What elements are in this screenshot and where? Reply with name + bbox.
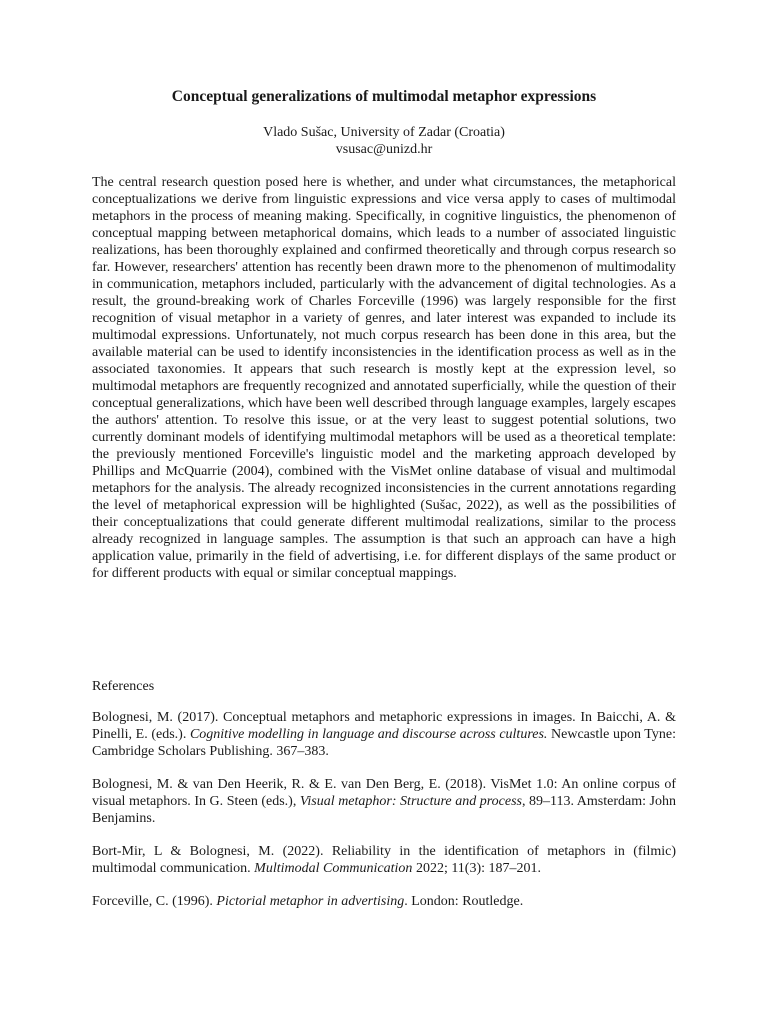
reference-title: Multimodal Communication [254,861,413,876]
references-list [92,709,676,926]
references-heading: References [92,679,155,694]
reference-item [92,893,676,910]
reference-text: Forceville, C. (1996). [92,894,217,909]
paper-title: Conceptual generalizations of multimodal metaphor expressions [171,88,597,105]
reference-title: Cognitive modelling in language and discourse across cultures. [189,727,548,742]
reference-text: Bolognesi, M. & van Den Heerik, R. & E. van Den Berg, E. (2018). VisMet 1.0: An online corpus of visual metaphors. In G. Steen (eds.), [92,777,676,809]
reference-text: 2022; 11(3): 187–201. [412,861,542,876]
reference-item [92,776,676,827]
reference-title: Pictorial metaphor in advertising [216,894,405,909]
reference-text: Newcastle upon Tyne: Cambridge Scholars Publishing. 367–383. [92,727,676,759]
reference-title: Visual metaphor: Structure and process [299,794,522,809]
reference-text: Bolognesi, M. (2017). Conceptual metaphors and metaphoric expressions in images. In Baicchi, A. & Pinelli, E. (eds.). [92,710,676,742]
author-email: vsusac@unizd.hr [335,142,433,157]
reference-text: . London: Routledge. [404,894,524,909]
reference-item [92,843,676,877]
reference-text: , 89–113. Amsterdam: John Benjamins. [92,794,677,826]
reference-item [92,709,676,760]
abstract-paragraph: The central research question posed here is whether, and under what circumstances, the metaphorical conceptualizations we derive from linguistic expressions and vice versa apply to cases of multimodal metaphors in the process of meaning making. Specifically, in cognitive linguistics, the phenomenon of conceptual mapping between metaphorical domains, which leads to a number of associated linguistic realizations, has been thoroughly explained and confirmed theoretically and through corpus research so far. However, researchers' attention has recently been drawn more to the phenomenon of multimodality in communication, metaphors included, particularly with the advancement of digital technologies. As a result, the ground-breaking work of Charles Forceville (1996) was largely responsible for the first recognition of visual metaphor in a variety of genres, and later interest was expanded to include its multimodal expressions. Unfortunately, not much corpus research has been done in this area, but the available material can be used to identify inconsistencies in the identification process as well as in the associated taxonomies. It appears that such research is mostly kept at the expression level, so multimodal metaphors are frequently recognized and annotated superficially, while the question of their conceptual generalizations, which have been well described through language examples, largely escapes the authors' attention. To resolve this issue, or at the very least to suggest potential solutions, two currently dominant models of identifying multimodal metaphors will be used as a theoretical template: the previously mentioned Forceville's linguistic model and the marketing approach developed by Phillips and McQuarrie (2004), combined with the VisMet online database of visual and multimodal metaphors for the analysis. The already recognized inconsistencies in the current annotations regarding the level of metaphorical expression will be highlighted (Sušac, 2022), as well as the possibilities of their conceptualizations that could generate different multimodal realizations, similar to the process already recognized in language samples. The assumption is that such an approach can have a high application value, primarily in the field of advertising, i.e. for different displays of the same product or for different products with equal or similar conceptual mappings. [92,175,677,581]
author-affiliation: Vlado Sušac, University of Zadar (Croatia) [263,125,505,140]
reference-text: Bort-Mir, L & Bolognesi, M. (2022). Reliability in the identification of metaphors in (filmic) multimodal communication. [92,844,676,876]
